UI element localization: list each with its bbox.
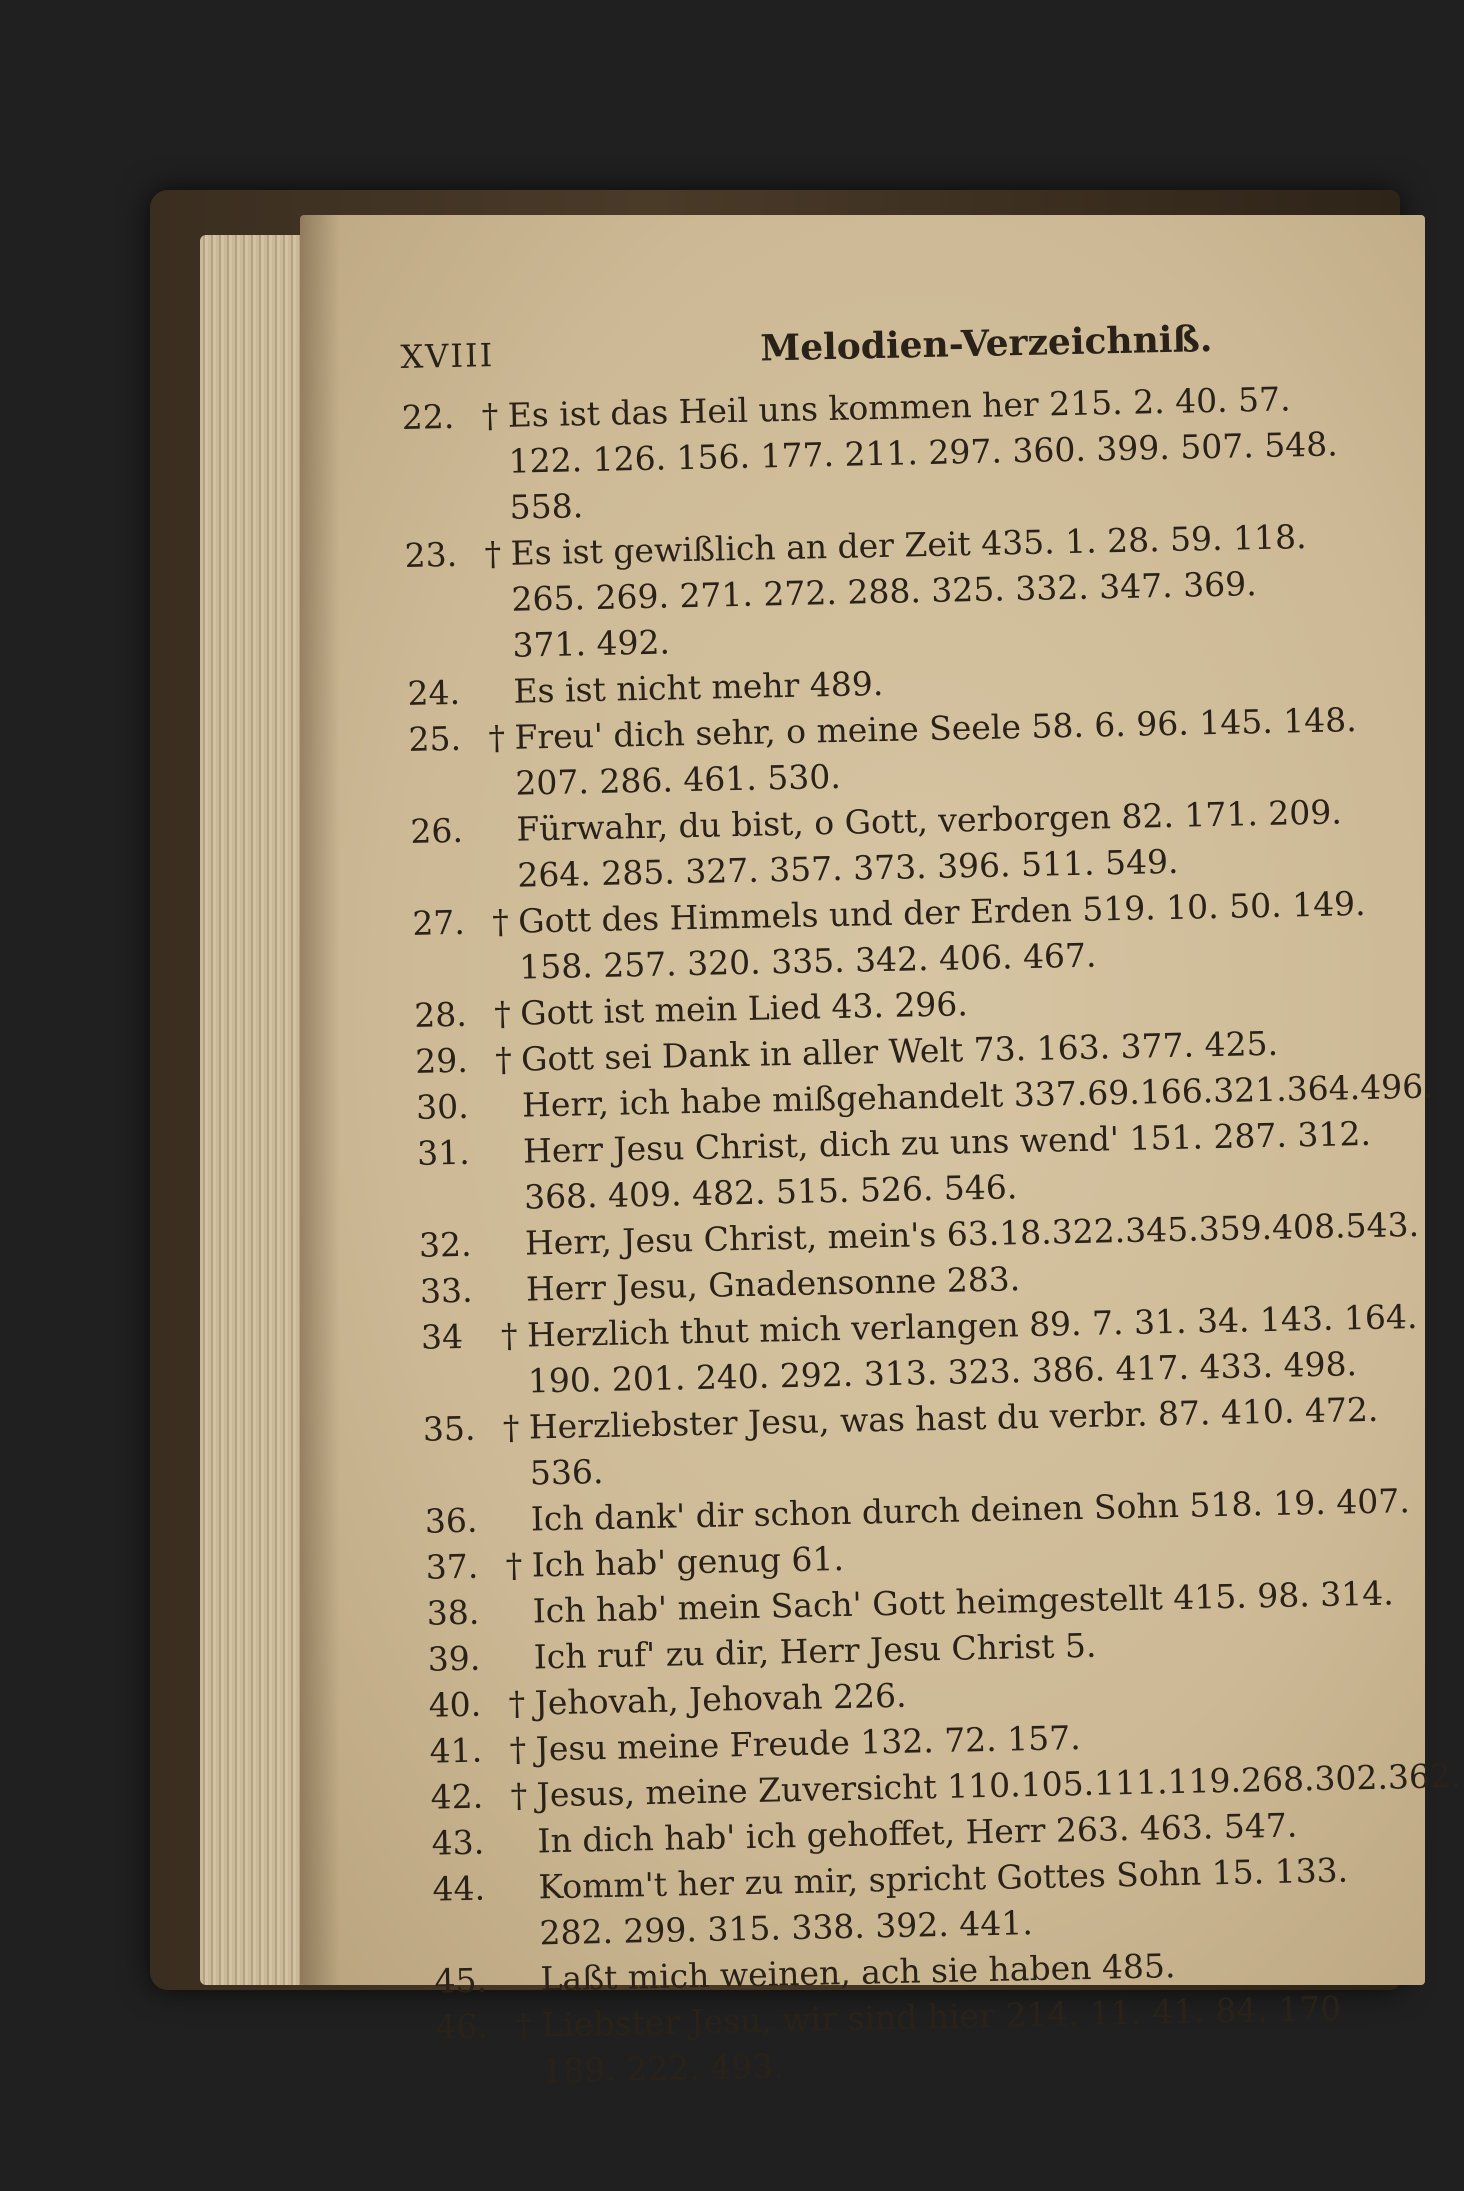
entry-line: Ich ruf' zu dir, Herr Jesu Christ 5. xyxy=(533,1625,1097,1677)
dagger-mark xyxy=(499,1221,526,1268)
entry-number: 32. xyxy=(418,1224,472,1265)
melody-index-list xyxy=(401,373,1464,2096)
dagger-mark xyxy=(511,1818,538,1865)
entry-number: 25. xyxy=(408,718,462,759)
entry-number: 27. xyxy=(411,902,466,943)
dagger-mark xyxy=(490,807,518,900)
dagger-mark: † xyxy=(481,395,499,436)
entry-line: Jesus, meine Zuversicht 110.105.111.119.268.302.362. xyxy=(536,1756,1462,1815)
entry-number: 29. xyxy=(414,1040,469,1081)
entry-number: 24. xyxy=(407,672,461,713)
entry-number: 42. xyxy=(430,1776,484,1817)
dagger-mark: † xyxy=(494,1039,513,1080)
dagger-mark xyxy=(506,1589,533,1636)
dagger-mark: † xyxy=(484,533,502,574)
entry-number: 36. xyxy=(424,1500,478,1541)
entry-number: 23. xyxy=(404,534,458,575)
dagger-mark: † xyxy=(493,993,512,1034)
entry-line: Jesu meine Freude 132. 72. 157. xyxy=(535,1718,1082,1769)
entry-line: Herr, Jesu Christ, mein's 63.18.322.345.359.408.543. xyxy=(524,1204,1420,1263)
page-gutter-shadow xyxy=(300,215,340,1985)
entry-line: 558. xyxy=(509,486,584,527)
entry-line: 158. 257. 320. 335. 342. 406. 467. xyxy=(518,935,1097,987)
entry-number: 26. xyxy=(409,810,464,851)
entry-number: 30. xyxy=(415,1086,470,1127)
dagger-mark: † xyxy=(491,901,510,942)
dagger-mark xyxy=(487,669,514,716)
entry-line: Herzliebster Jesu, was hast du verbr. 87. 410. 472. 536. xyxy=(528,1389,1390,1493)
dagger-mark: † xyxy=(509,1729,527,1770)
entry-number: 34 xyxy=(420,1316,464,1357)
dagger-mark xyxy=(504,1497,531,1544)
dagger-mark xyxy=(514,1956,541,2003)
entry-line: 189. 222. 493. xyxy=(541,2046,785,2091)
entry-line: Jehovah, Jehovah 226. xyxy=(534,1675,907,1723)
folio-number: XVIII xyxy=(400,336,495,376)
dagger-mark: † xyxy=(488,717,506,758)
entry-line: 264. 285. 327. 357. 373. 396. 511. 549. xyxy=(516,841,1179,895)
entry-line: Herzlich thut mich verlangen 89. 7. 31. 34. 143. 164. xyxy=(526,1296,1418,1355)
entry-line: 190. 201. 240. 292. 313. 323. 386. 417. 433. 498. xyxy=(527,1344,1358,1401)
dagger-mark xyxy=(507,1634,534,1681)
entry-line: 265. 269. 271. 272. 288. 325. 332. 347. 369. xyxy=(511,564,1258,619)
entry-line: Herr Jesu, Gnadensonne 283. xyxy=(525,1259,1021,1309)
index-entry xyxy=(404,511,1442,671)
entry-number: 33. xyxy=(419,1270,473,1311)
entry-number: 41. xyxy=(429,1730,483,1771)
entry-number: 45. xyxy=(434,1960,488,2001)
dagger-mark: † xyxy=(505,1545,523,1586)
entry-line: Herr Jesu Christ, dich zu uns wend' 151. 287. 312. xyxy=(522,1113,1372,1171)
entry-line: Freu' dich sehr, o meine Seele 58. 6. 96. 145. 148. xyxy=(514,700,1358,757)
dagger-mark xyxy=(500,1267,527,1314)
entry-number: 37. xyxy=(425,1546,479,1587)
entry-line: Herr, ich habe mißgehandelt 337.69.166.321.364.496. xyxy=(521,1066,1434,1125)
entry-line: Gott des Himmels und der Erden 519. 10. 50. 149. xyxy=(517,883,1366,941)
entry-number: 39. xyxy=(427,1638,481,1679)
dagger-mark xyxy=(512,1864,540,1957)
entry-line: 207. 286. 461. 530. xyxy=(515,756,842,803)
index-entry xyxy=(401,373,1439,533)
entry-line: 368. 409. 482. 515. 526. 546. xyxy=(523,1167,1018,1217)
entry-line: 371. 492. xyxy=(512,622,671,665)
dagger-mark: † xyxy=(508,1683,526,1724)
dagger-mark: † xyxy=(510,1775,528,1815)
entry-line: 282. 299. 315. 338. 392. 441. xyxy=(539,1903,1034,1953)
entry-text xyxy=(507,373,1439,530)
entry-line: Fürwahr, du bist, o Gott, verborgen 82. 171. 209. xyxy=(515,792,1343,849)
dagger-mark: † xyxy=(502,1407,520,1448)
entry-line: Laßt mich weinen, ach sie haben 485. xyxy=(540,1946,1176,1999)
page-content xyxy=(400,313,1464,2091)
running-title: Melodien-Verzeichniß. xyxy=(759,317,1213,370)
entry-line: Es ist das Heil uns kommen her 215. 2. 40. 57. xyxy=(507,379,1291,435)
entry-number: 28. xyxy=(413,994,468,1035)
entry-line: Gott sei Dank in aller Welt 73. 163. 377. 425. xyxy=(520,1023,1279,1079)
entry-line: In dich hab' ich gehoffet, Herr 263. 463. 547. xyxy=(537,1805,1298,1861)
entry-number: 46. xyxy=(435,2006,489,2047)
entry-number: 22. xyxy=(401,396,455,437)
entry-line: Es ist gewißlich an der Zeit 435. 1. 28. 59. 118. xyxy=(510,517,1307,573)
entry-line: Komm't her zu mir, spricht Gottes Sohn 15. 133. xyxy=(538,1850,1349,1907)
entry-number: 31. xyxy=(416,1132,471,1173)
entry-line: Es ist nicht mehr 489. xyxy=(513,663,884,711)
entry-line: Ich hab' genug 61. xyxy=(531,1538,845,1585)
dagger-mark: † xyxy=(500,1315,518,1356)
entry-line: Ich dank' dir schon durch deinen Sohn 518. 19. 407. xyxy=(530,1481,1411,1539)
entry-number: 44. xyxy=(432,1868,486,1909)
entry-number: 38. xyxy=(426,1592,480,1633)
entry-number: 35. xyxy=(422,1408,476,1449)
entry-text xyxy=(510,511,1442,668)
entry-text xyxy=(541,1983,1464,2094)
dagger-mark xyxy=(496,1083,523,1130)
entry-number: 40. xyxy=(428,1684,482,1725)
dagger-mark: † xyxy=(515,2005,533,2045)
dagger-mark xyxy=(497,1129,525,1222)
entry-line: 122. 126. 156. 177. 211. 297. 360. 399. 507. 548. xyxy=(508,424,1339,481)
entry-line: Ich hab' mein Sach' Gott heimgestellt 415. 98. 314. xyxy=(532,1573,1395,1631)
entry-number: 43. xyxy=(431,1822,485,1863)
entry-line: Gott ist mein Lied 43. 296. xyxy=(519,984,969,1033)
entry-line: Liebster Jesu, wir sind hier 214. 11. 41. 84. 170 xyxy=(541,1988,1342,2045)
